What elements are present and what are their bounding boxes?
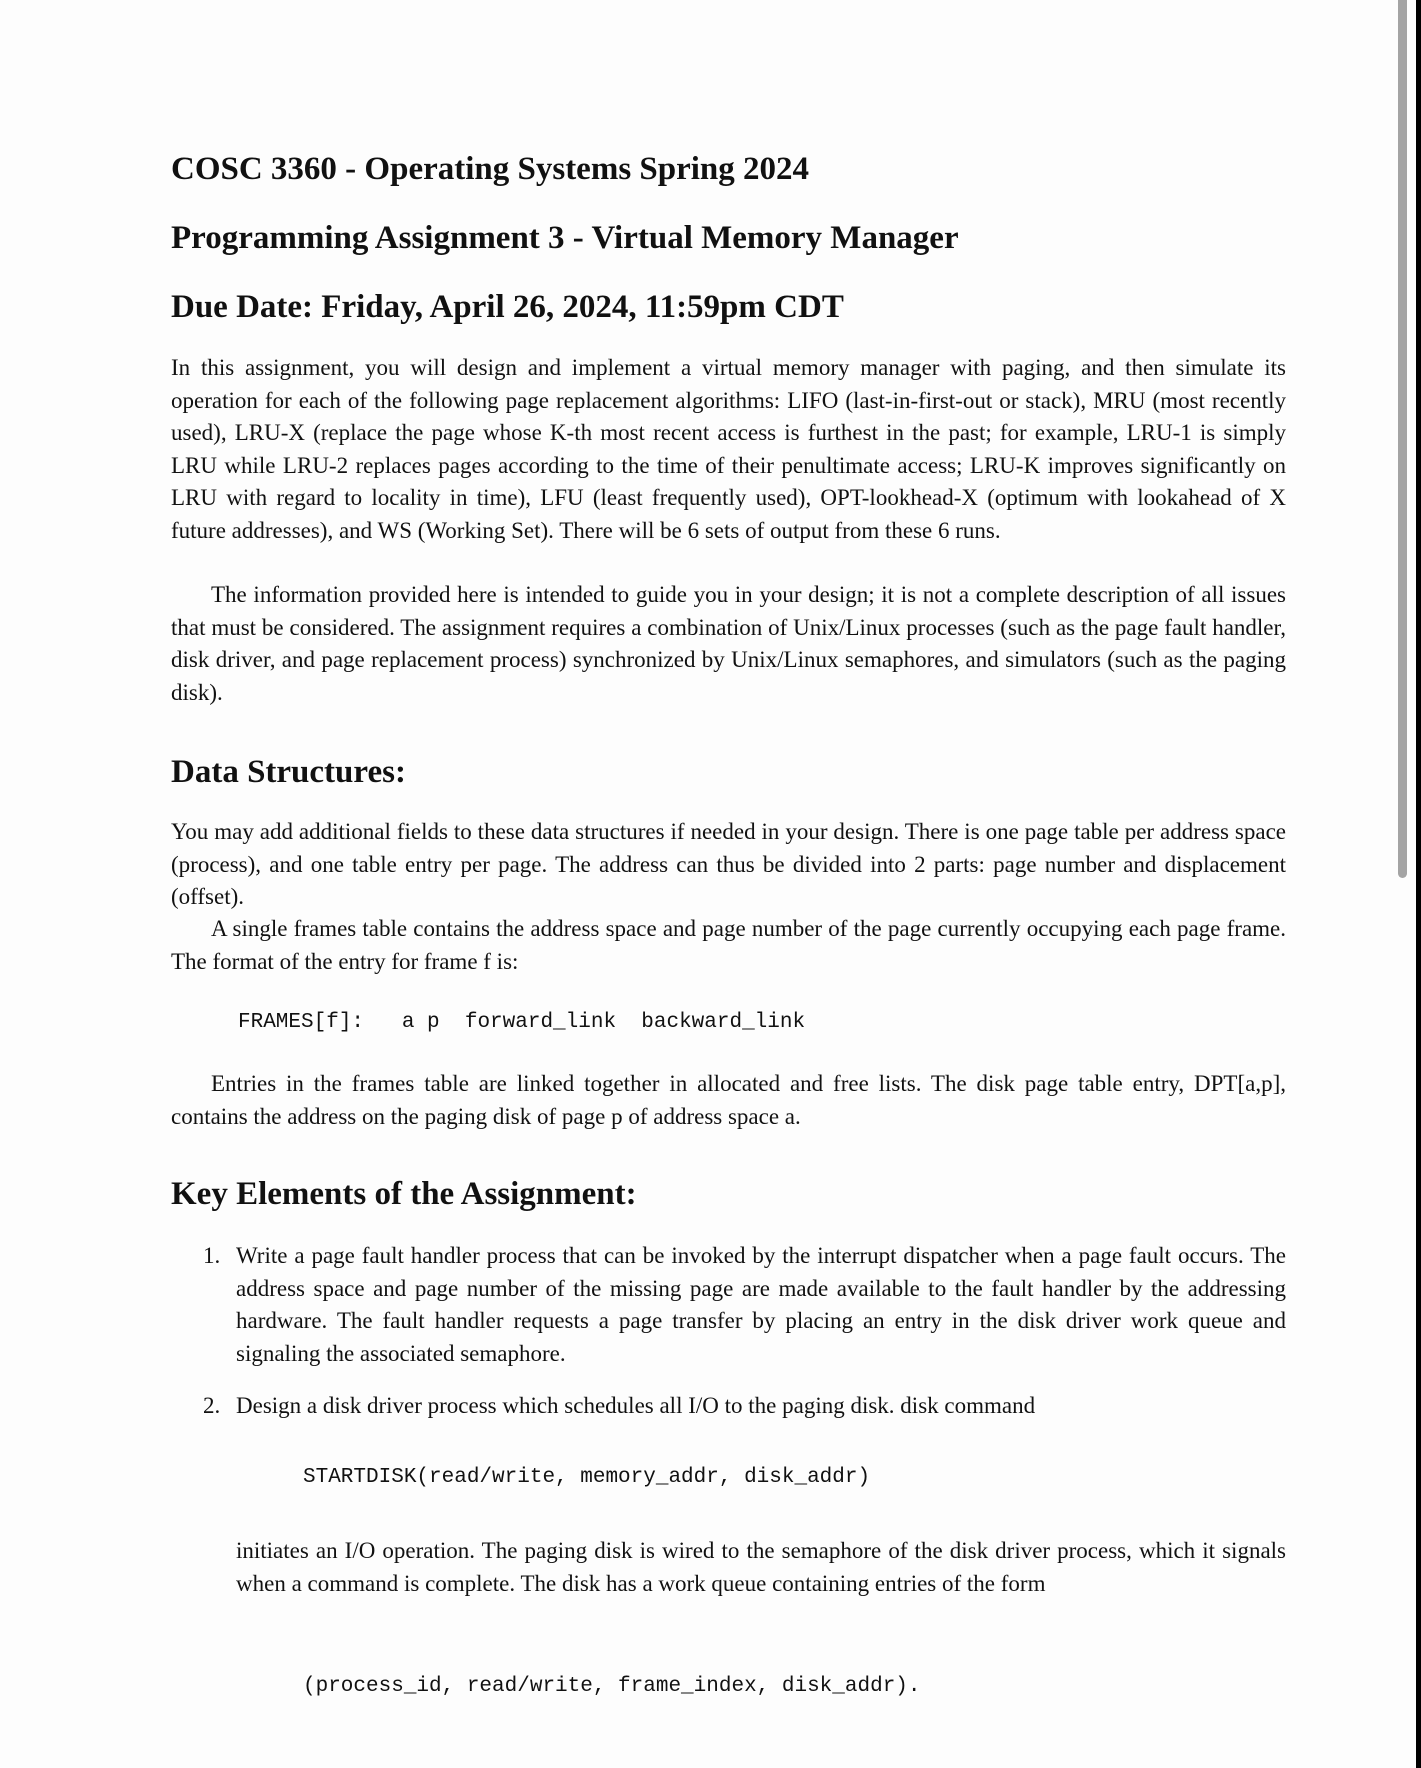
data-structures-paragraph-3: Entries in the frames table are linked together in allocated and free lists. The disk page table entry, DPT[a,p], contains the address on the paging disk of page p of address space a.	[171, 1071, 1286, 1129]
data-structures-paragraph-2: A single frames table contains the address space and page number of the page currently occupying each page frame. The format of the entry for frame f is:	[171, 916, 1286, 974]
list-item-text: Design a disk driver process which schedules all I/O to the paging disk. disk command	[236, 1393, 1036, 1418]
vertical-scrollbar[interactable]	[1398, 0, 1407, 878]
frames-code: FRAMES[f]: a p forward_link backward_link	[238, 1011, 806, 1034]
due-date: Due Date: Friday, April 26, 2024, 11:59pm CDT	[171, 289, 844, 325]
section-heading-data-structures: Data Structures:	[171, 754, 406, 790]
startdisk-code: STARTDISK(read/write, memory_addr, disk_addr)	[303, 1466, 871, 1489]
work-queue-code: (process_id, read/write, frame_index, disk_addr).	[303, 1675, 921, 1698]
data-structures-paragraph-1: You may add additional fields to these data structures if needed in your design. There is one page table per address space (process), and one table entry per page. The address can thus be divided into 2 parts: page number and displacement (offset).	[171, 819, 1286, 909]
list-item-number: 2.	[203, 1393, 221, 1418]
list-item-text: Write a page fault handler process that can be invoked by the interrupt dispatcher when a page fault occurs. The address space and page number of the missing page are made available to the fault handler by the addressing hardware. The fault handler requests a page transfer by placing an entry in the disk driver work queue and signaling the associated semaphore.	[236, 1243, 1286, 1366]
list-item-text-continued: initiates an I/O operation. The paging disk is wired to the semaphore of the disk driver process, which it signals when a command is complete. The disk has a work queue containing entries of the form	[236, 1538, 1286, 1596]
assignment-title: Programming Assignment 3 - Virtual Memory Manager	[171, 220, 959, 256]
intro-paragraph-1: In this assignment, you will design and implement a virtual memory manager with paging, and then simulate its operation for each of the following page replacement algorithms: LIFO (last-in-first-out or stack), MRU (most recently used), LRU-X (replace the page whose K-th most recent access is furthest in the past; for example, LRU-1 is simply LRU while LRU-2 replaces pages according to the time of their penultimate access; LRU-K improves significantly on LRU with regard to locality in time), LFU (least frequently used), OPT-lookhead-X (optimum with lookahead of X future addresses), and WS (Working Set). There will be 6 sets of output from these 6 runs.	[171, 355, 1286, 543]
course-title: COSC 3360 - Operating Systems Spring 2024	[171, 151, 810, 187]
section-heading-key-elements: Key Elements of the Assignment:	[171, 1176, 637, 1212]
list-item-number: 1.	[203, 1243, 221, 1268]
window-edge	[1416, 0, 1421, 1768]
intro-paragraph-2: The information provided here is intended to guide you in your design; it is not a complete description of all issues that must be considered. The assignment requires a combination of Unix/Linux processes (such as the page fault handler, disk driver, and page replacement process) synchronized by Unix/Linux semaphores, and simulators (such as the paging disk).	[171, 582, 1286, 705]
